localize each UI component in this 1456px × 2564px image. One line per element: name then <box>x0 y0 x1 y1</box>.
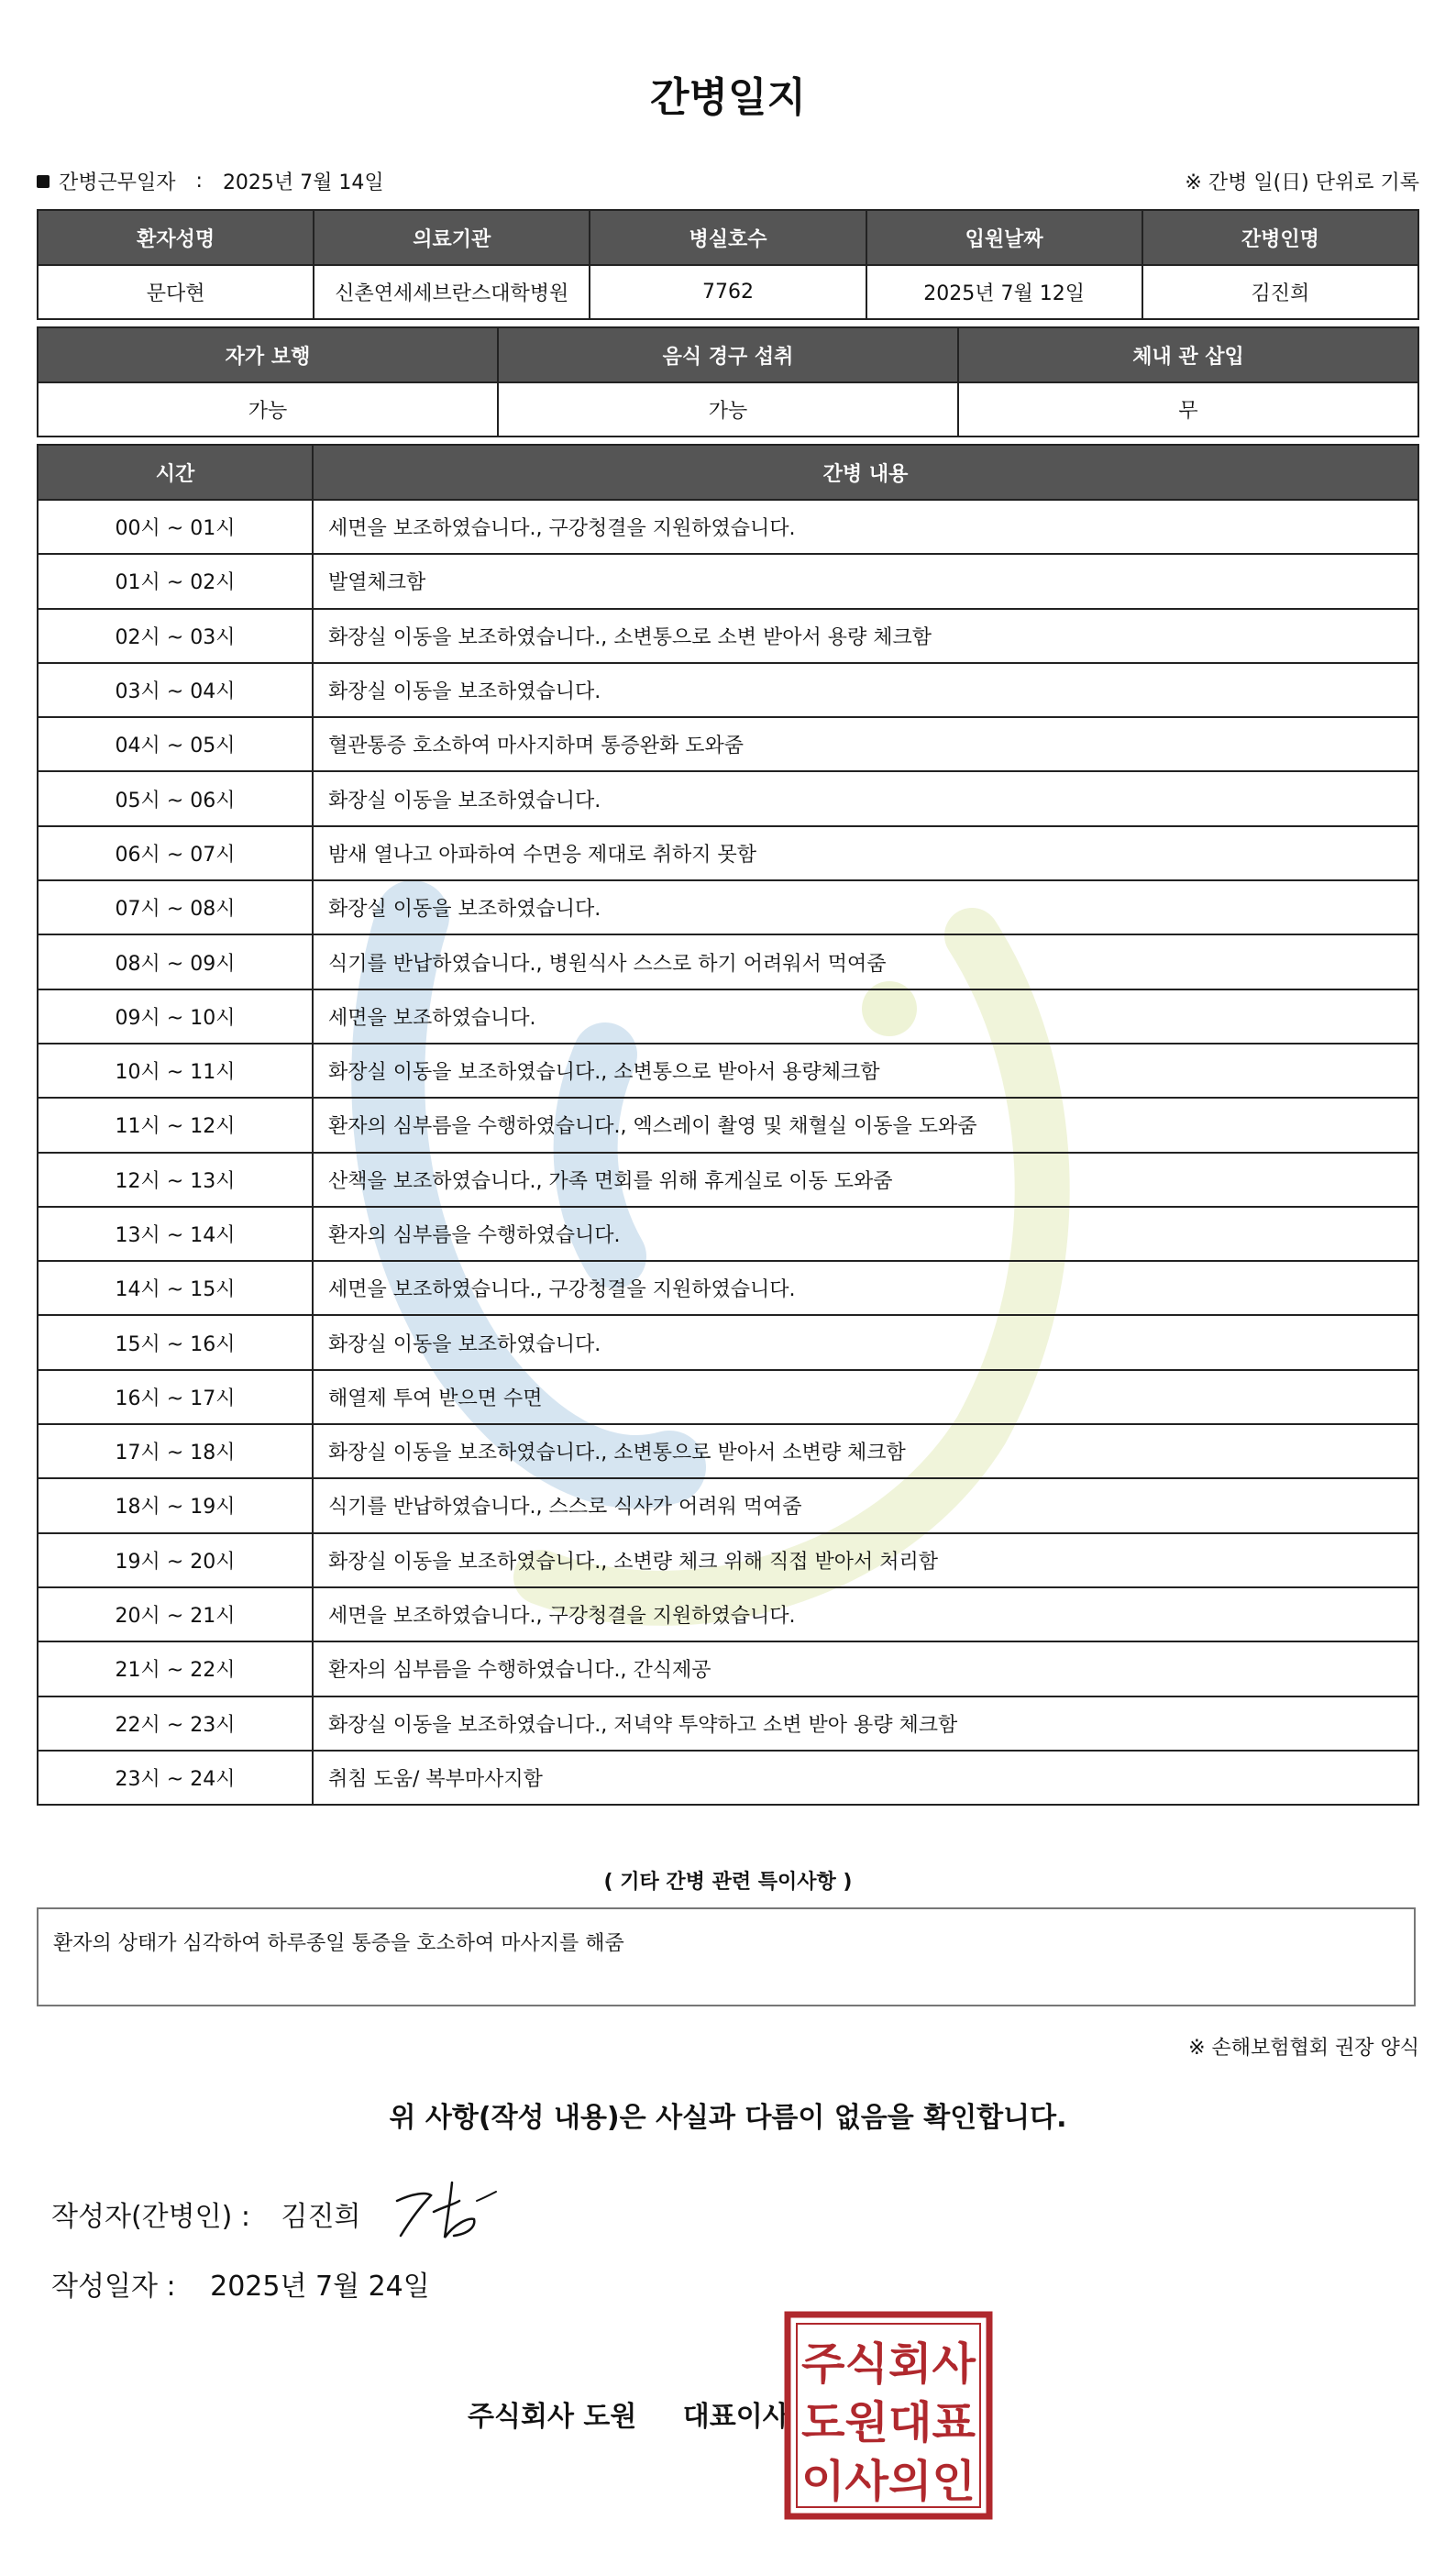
page-title: 간병일지 <box>649 74 806 121</box>
log-time: 12시 ~ 13시 <box>38 1153 313 1207</box>
log-content: 세면을 보조하였습니다., 구강청결을 지원하였습니다. <box>313 1261 1418 1315</box>
log-time: 18시 ~ 19시 <box>38 1478 313 1532</box>
log-content: 취침 도움/ 복부마사지함 <box>313 1751 1418 1805</box>
table-row <box>38 989 1418 1044</box>
company-seal-icon <box>784 2311 993 2520</box>
log-time: 16시 ~ 17시 <box>38 1370 313 1424</box>
patient-name: 문다현 <box>38 265 314 319</box>
log-time: 02시 ~ 03시 <box>38 609 313 663</box>
written-date-value: 2025년 7월 24일 <box>210 2271 430 2303</box>
patient-info-table <box>37 209 1419 320</box>
table-row <box>38 1044 1418 1098</box>
log-content: 해열제 투여 받으면 수면 <box>313 1370 1418 1424</box>
caregiver-name: 김진희 <box>1142 265 1418 319</box>
log-time: 05시 ~ 06시 <box>38 771 313 825</box>
seal-line-2: 도원대표 <box>801 2397 976 2448</box>
log-time: 14시 ~ 15시 <box>38 1261 313 1315</box>
writer-label: 작성자(간병인) : <box>51 2201 250 2233</box>
log-content: 화장실 이동을 보조하였습니다. <box>313 663 1418 717</box>
log-content: 화장실 이동을 보조하였습니다., 소변량 체크 위해 직접 받아서 처리함 <box>313 1533 1418 1587</box>
table-row <box>38 717 1418 771</box>
table-row <box>38 826 1418 880</box>
table-row <box>38 934 1418 989</box>
hospital-name: 신촌연세세브란스대학병원 <box>314 265 590 319</box>
table-row <box>38 554 1418 608</box>
unit-note: ※ 간병 일(日) 단위로 기록 <box>1185 171 1419 194</box>
source-note: ※ 손해보험협회 권장 양식 <box>1188 2037 1419 2060</box>
log-time: 04시 ~ 05시 <box>38 717 313 771</box>
header-walking: 자가 보행 <box>38 327 498 382</box>
log-content: 혈관통증 호소하여 마사지하며 통증완화 도와줌 <box>313 717 1418 771</box>
log-content: 산책을 보조하였습니다., 가족 면회를 위해 휴게실로 이동 도와줌 <box>313 1153 1418 1207</box>
company-line <box>468 2393 789 2434</box>
log-content: 화장실 이동을 보조하였습니다. <box>313 1315 1418 1369</box>
log-time: 07시 ~ 08시 <box>38 880 313 934</box>
table-row <box>38 1641 1418 1696</box>
log-content: 발열체크함 <box>313 554 1418 608</box>
room-number: 7762 <box>590 265 866 319</box>
table-row <box>38 1153 1418 1207</box>
log-content: 밤새 열나고 아파하여 수면응 제대로 취하지 못함 <box>313 826 1418 880</box>
table-row <box>38 609 1418 663</box>
work-date-value: 2025년 7월 14일 <box>222 171 384 194</box>
table-row <box>38 1696 1418 1751</box>
table-row <box>38 500 1418 554</box>
table-row <box>38 1098 1418 1152</box>
log-time: 03시 ~ 04시 <box>38 663 313 717</box>
header-room: 병실호수 <box>590 210 866 265</box>
header-tube: 체내 관 삽입 <box>958 327 1418 382</box>
table-row <box>38 1478 1418 1532</box>
walking-value: 가능 <box>38 382 498 437</box>
log-time: 21시 ~ 22시 <box>38 1641 313 1696</box>
work-date-label: 간병근무일자 <box>59 171 176 194</box>
seal-line-3: 이사의인 <box>801 2456 976 2507</box>
log-time: 09시 ~ 10시 <box>38 989 313 1044</box>
header-admission-date: 입원날짜 <box>866 210 1142 265</box>
log-time: 01시 ~ 02시 <box>38 554 313 608</box>
log-content: 환자의 심부름을 수행하였습니다. <box>313 1207 1418 1261</box>
log-time: 11시 ~ 12시 <box>38 1098 313 1152</box>
log-time: 06시 ~ 07시 <box>38 826 313 880</box>
bullet-square-icon <box>37 175 50 188</box>
work-date <box>37 167 384 195</box>
log-content: 환자의 심부름을 수행하였습니다., 엑스레이 촬영 및 채혈실 이동을 도와줌 <box>313 1098 1418 1152</box>
log-content: 화장실 이동을 보조하였습니다., 소변통으로 받아서 소변량 체크함 <box>313 1424 1418 1478</box>
header-patient-name: 환자성명 <box>38 210 314 265</box>
log-content: 화장실 이동을 보조하였습니다., 소변통으로 소변 받아서 용량 체크함 <box>313 609 1418 663</box>
log-content: 세면을 보조하였습니다., 구강청결을 지원하였습니다. <box>313 1587 1418 1641</box>
notes-title: ( 기타 간병 관련 특이사항 ) <box>603 1871 853 1894</box>
log-content: 화장실 이동을 보조하였습니다., 소변통으로 받아서 용량체크함 <box>313 1044 1418 1098</box>
writer-name: 김진희 <box>281 2201 361 2233</box>
header-care-content: 간병 내용 <box>313 445 1418 500</box>
work-date-sep: : <box>195 170 203 193</box>
seal-line-1: 주식회사 <box>801 2338 976 2390</box>
table-row <box>38 1424 1418 1478</box>
company-name: 주식회사 도원 <box>468 2401 637 2433</box>
log-content: 화장실 이동을 보조하였습니다., 저녁약 투약하고 소변 받아 용량 체크함 <box>313 1696 1418 1751</box>
header-hospital: 의료기관 <box>314 210 590 265</box>
log-time: 00시 ~ 01시 <box>38 500 313 554</box>
written-date-line <box>51 2263 430 2304</box>
log-time: 20시 ~ 21시 <box>38 1587 313 1641</box>
log-time: 13시 ~ 14시 <box>38 1207 313 1261</box>
table-row <box>38 1261 1418 1315</box>
tube-value: 무 <box>958 382 1418 437</box>
admission-date: 2025년 7월 12일 <box>866 265 1142 319</box>
log-time: 23시 ~ 24시 <box>38 1751 313 1805</box>
header-caregiver: 간병인명 <box>1142 210 1418 265</box>
log-content: 식기를 반납하였습니다., 스스로 식사가 어려워 먹여줌 <box>313 1478 1418 1532</box>
signature-icon <box>390 2173 500 2247</box>
header-time: 시간 <box>38 445 313 500</box>
log-content: 식기를 반납하였습니다., 병원식사 스스로 하기 어려워서 먹여줌 <box>313 934 1418 989</box>
confirmation-statement: 위 사항(작성 내용)은 사실과 다름이 없음을 확인합니다. <box>389 2102 1067 2134</box>
log-content: 세면을 보조하였습니다., 구강청결을 지원하였습니다. <box>313 500 1418 554</box>
table-row <box>38 1751 1418 1805</box>
table-row <box>38 1315 1418 1369</box>
table-row <box>38 1533 1418 1587</box>
notes-text: 환자의 상태가 심각하여 하루종일 통증을 호소하여 마사지를 해줌 <box>53 1932 624 1955</box>
log-time: 19시 ~ 20시 <box>38 1533 313 1587</box>
company-title: 대표이사 <box>682 2401 789 2433</box>
writer-line <box>51 2194 360 2234</box>
log-content: 화장실 이동을 보조하였습니다. <box>313 880 1418 934</box>
header-oral-intake: 음식 경구 섭취 <box>498 327 958 382</box>
log-time: 10시 ~ 11시 <box>38 1044 313 1098</box>
care-log-table <box>37 444 1419 1806</box>
table-row <box>38 771 1418 825</box>
table-row <box>38 1370 1418 1424</box>
log-time: 17시 ~ 18시 <box>38 1424 313 1478</box>
log-time: 08시 ~ 09시 <box>38 934 313 989</box>
log-content: 세면을 보조하였습니다. <box>313 989 1418 1044</box>
log-time: 15시 ~ 16시 <box>38 1315 313 1369</box>
table-row <box>38 1587 1418 1641</box>
notes-box <box>37 1907 1416 2006</box>
written-date-label: 작성일자 : <box>51 2271 176 2303</box>
oral-intake-value: 가능 <box>498 382 958 437</box>
log-time: 22시 ~ 23시 <box>38 1696 313 1751</box>
table-row <box>38 663 1418 717</box>
table-row <box>38 880 1418 934</box>
patient-status-table <box>37 326 1419 437</box>
log-content: 화장실 이동을 보조하였습니다. <box>313 771 1418 825</box>
log-content: 환자의 심부름을 수행하였습니다., 간식제공 <box>313 1641 1418 1696</box>
table-row <box>38 1207 1418 1261</box>
